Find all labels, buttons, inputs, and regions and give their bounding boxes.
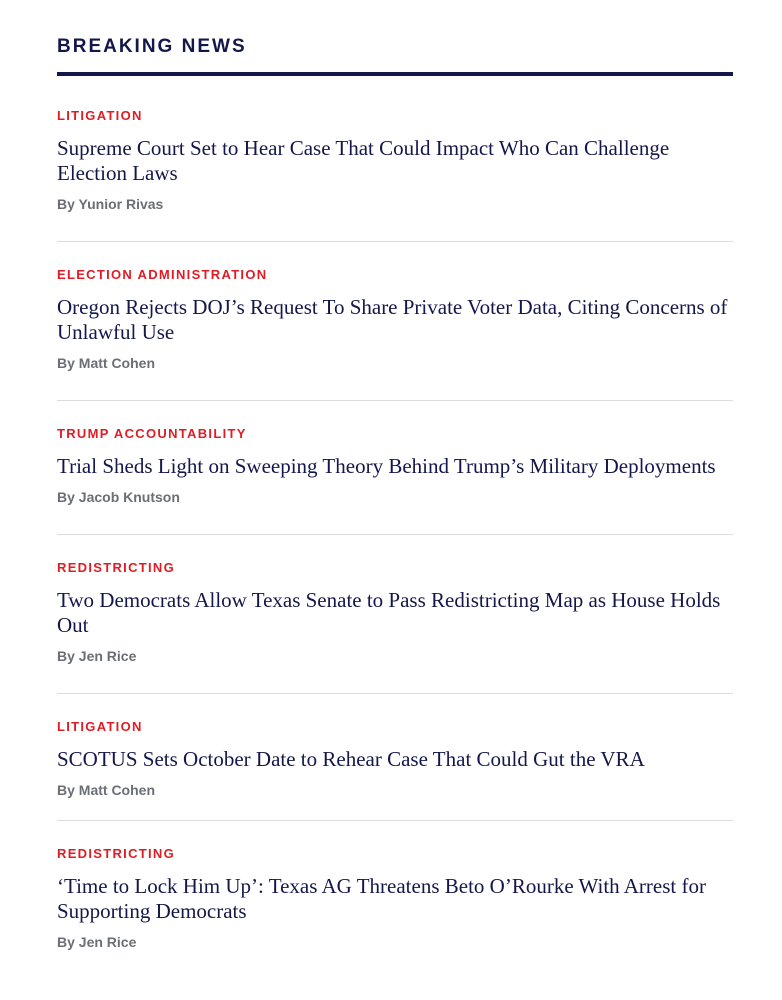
article-category-link[interactable]: LITIGATION [57, 719, 143, 734]
article-category-link[interactable]: TRUMP ACCOUNTABILITY [57, 426, 247, 441]
article-item [57, 242, 733, 401]
article-headline-link[interactable]: Supreme Court Set to Hear Case That Could Impact Who Can Challenge Election Laws [57, 136, 670, 185]
article-category-link[interactable]: REDISTRICTING [57, 846, 176, 861]
article-category-link[interactable]: REDISTRICTING [57, 560, 176, 575]
article-byline-link[interactable]: By Matt Cohen [57, 782, 155, 798]
article-list [57, 76, 733, 961]
article-headline-link[interactable]: Two Democrats Allow Texas Senate to Pass Redistricting Map as House Holds Out [57, 588, 721, 637]
article-headline-link[interactable]: ‘Time to Lock Him Up’: Texas AG Threatens Beto O’Rourke With Arrest for Supporting Democrats [57, 874, 706, 923]
article-headline-link[interactable]: SCOTUS Sets October Date to Rehear Case That Could Gut the VRA [57, 747, 645, 771]
article-item [57, 401, 733, 535]
article-byline-link[interactable]: By Jacob Knutson [57, 489, 180, 505]
article-headline-link[interactable]: Trial Sheds Light on Sweeping Theory Behind Trump’s Military Deployments [57, 454, 716, 478]
article-item [57, 821, 733, 961]
article-item [57, 76, 733, 242]
article-category-link[interactable]: LITIGATION [57, 108, 143, 123]
article-headline-link[interactable]: Oregon Rejects DOJ’s Request To Share Private Voter Data, Citing Concerns of Unlawful Use [57, 295, 728, 344]
article-item [57, 694, 733, 821]
article-byline-link[interactable]: By Matt Cohen [57, 355, 155, 371]
article-item [57, 535, 733, 694]
article-byline-link[interactable]: By Yunior Rivas [57, 196, 164, 212]
breaking-news-section [57, 0, 733, 961]
article-category-link[interactable]: ELECTION ADMINISTRATION [57, 267, 268, 282]
article-byline-link[interactable]: By Jen Rice [57, 934, 137, 950]
article-byline-link[interactable]: By Jen Rice [57, 648, 137, 664]
section-title: BREAKING NEWS [57, 36, 247, 57]
